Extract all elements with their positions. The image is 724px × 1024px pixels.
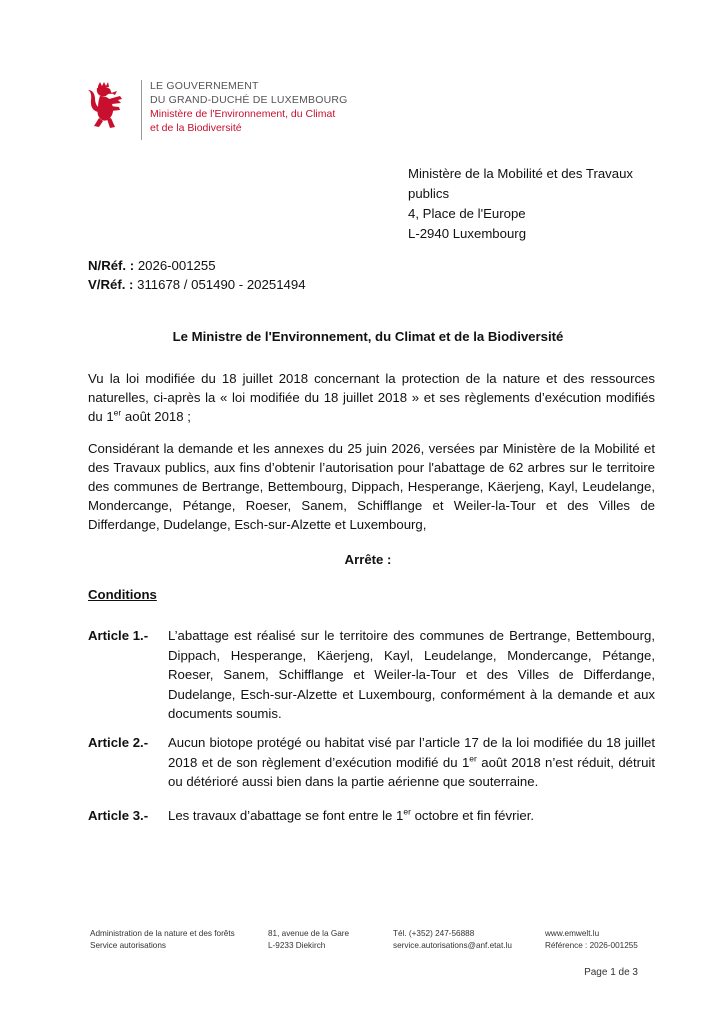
article-3-text bbox=[168, 806, 655, 826]
our-reference-label: N/Réf. : bbox=[88, 258, 135, 273]
article-3 bbox=[88, 806, 655, 826]
government-line-1: LE GOUVERNEMENT bbox=[150, 80, 259, 92]
article-2-text bbox=[168, 733, 655, 792]
government-line-2: DU GRAND-DUCHÉ DE LUXEMBOURG bbox=[150, 94, 348, 106]
recipient-line-2: publics bbox=[408, 186, 450, 201]
your-reference-label: V/Réf. : bbox=[88, 277, 134, 292]
article-1-label: Article 1.- bbox=[88, 628, 149, 643]
page-number: Page 1 de 3 bbox=[584, 967, 638, 978]
ministry-letterhead bbox=[150, 79, 348, 135]
footer-website-link[interactable]: www.emwelt.lu bbox=[545, 929, 600, 938]
footer-web bbox=[545, 928, 638, 952]
article-2-text-start: Aucun biotope protégé ou habitat visé par l’article 17 de la loi modifiée du 18 juillet 2018 et de son règlement d’exécution modifié du 1 bbox=[168, 735, 655, 770]
article-2 bbox=[88, 733, 655, 792]
your-reference-value: 311678 / 051490 - 20251494 bbox=[137, 277, 306, 292]
request-paragraph: Considérant la demande et les annexes du 25 juin 2026, versées par Ministère de la Mobilité et des Travaux publics, aux fins d’obtenir l’autorisation pour l'abattage de 62 arbres sur le territoire des communes de Bertrange, Bettembourg, Dippach, Hesperange, Käerjeng, Kayl, Leudelange, Mondercange, Pétange, Roeser, Sanem, Schifflange et Weiler-la-Tour et des Villes de Differdange, Dudelange, Esch-sur-Alzette et Luxembourg, bbox=[88, 441, 655, 532]
footer-contact bbox=[393, 928, 512, 952]
document-title: Le Ministre de l'Environnement, du Climat et de la Biodiversité bbox=[172, 329, 564, 344]
references bbox=[88, 256, 306, 294]
footer-email-link[interactable]: service.autorisations@anf.etat.lu bbox=[393, 941, 512, 950]
article-3-label: Article 3.- bbox=[88, 808, 149, 823]
ministry-line-1: Ministère de l'Environnement, du Climat bbox=[150, 108, 336, 120]
footer-service-name: Service autorisations bbox=[90, 941, 166, 950]
conditions-heading: Conditions bbox=[88, 587, 157, 602]
article-2-text-end: août 2018 n’est réduit, détruit ou détérioré aussi bien dans la partie aérienne que souterraine. bbox=[168, 754, 655, 789]
our-reference-value: 2026-001255 bbox=[137, 258, 216, 273]
footer-administration bbox=[90, 928, 235, 952]
legal-basis-paragraph bbox=[88, 369, 655, 426]
logo-divider bbox=[141, 80, 142, 140]
ordinal-superscript: er bbox=[403, 806, 411, 817]
recipient-line-4: L-2940 Luxembourg bbox=[408, 226, 527, 241]
recipient-line-3: 4, Place de l'Europe bbox=[408, 206, 526, 221]
article-3-text-end: octobre et fin février. bbox=[410, 808, 535, 823]
recipient-address bbox=[408, 164, 658, 244]
legal-basis-text: Vu la loi modifiée du 18 juillet 2018 concernant la protection de la nature et des ressources naturelles, ci-après la « loi modifiée du 18 juillet 2018 » et ses règlements d’exécution modifiés du 1 bbox=[88, 371, 655, 424]
article-1 bbox=[88, 626, 655, 724]
our-reference bbox=[88, 256, 306, 275]
footer-street: 81, avenue de la Gare bbox=[268, 929, 350, 938]
footer-administration-name: Administration de la nature et des forêts bbox=[90, 929, 235, 938]
ordinal-superscript: er bbox=[469, 753, 477, 764]
red-lion-icon bbox=[88, 82, 128, 134]
footer-phone: Tél. (+352) 247-56888 bbox=[393, 929, 475, 938]
article-1-text: L’abattage est réalisé sur le territoire des communes de Bertrange, Bettembourg, Dippach, Hesperange, Käerjeng, Kayl, Leudelange, Mondercange, Pétange, Roeser, Sanem, Schifflange et Weiler-la-Tour et des Villes de Differdange, Dudelange, Esch-sur-Alzette et Luxembourg, conformément à la demande et aux documents soumis. bbox=[168, 628, 655, 721]
article-3-text-start: Les travaux d’abattage se font entre le 1 bbox=[168, 808, 404, 823]
footer-city: L-9233 Diekirch bbox=[268, 941, 326, 950]
footer-address bbox=[268, 928, 349, 952]
footer-reference: Référence : 2026-001255 bbox=[545, 941, 638, 950]
legal-basis-text-end: août 2018 ; bbox=[121, 409, 191, 424]
decree-heading: Arrête : bbox=[344, 552, 392, 567]
ministry-line-2: et de la Biodiversité bbox=[150, 122, 242, 134]
article-2-label: Article 2.- bbox=[88, 735, 149, 750]
ordinal-superscript: er bbox=[113, 407, 122, 418]
your-reference bbox=[88, 275, 306, 294]
recipient-line-1: Ministère de la Mobilité et des Travaux bbox=[408, 166, 634, 181]
